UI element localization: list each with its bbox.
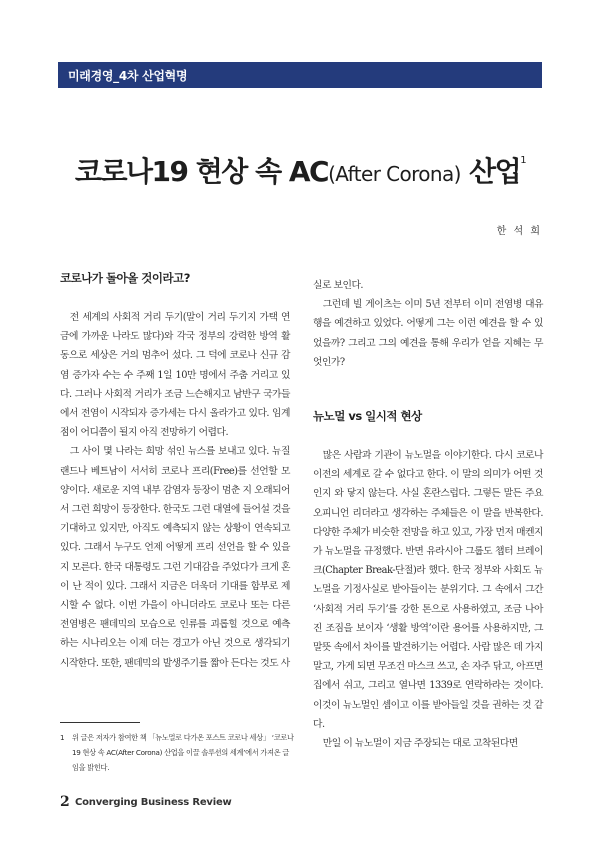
footnote-number: 1 xyxy=(60,733,65,742)
paragraph: 전 세계의 사회적 거리 두기(말이 거리 두기지 가택 연금에 가까운 나라도 많다)와 각국 정부의 강력한 방역 활동으로 세상은 거의 멈추어 섰다. 그 덕에 코로나 신규 감염 증가자 수는 수 주째 1일 10만 명에서 주춤 거리고 있다. 그러나 사회적 거리가 조금 느슨해지고 남반구 국가들에서 전염이 시작되자 증가세는 다시 올라가고 있다. 임계점이 어디쯤이 될지 아직 전망하기 어렵다. xyxy=(60,312,290,439)
section-heading-corona-return: 코로나가 돌아올 것이라고? xyxy=(60,271,190,285)
paragraph: 만일 이 뉴노멀이 지금 주장되는 대로 고착된다면 xyxy=(322,738,518,750)
paragraph: 그 사이 몇 나라는 희망 섞인 뉴스를 보내고 있다. 뉴질랜드나 베트남이 서서히 코로나 프리(Free)를 선언할 모양이다. 새로운 지역 내부 감염자 등장이 멈춘 지 오래되어서 그런 희망이 등장한다. 한국도 그런 대열에 들어설 것을 기대하고 있지만, 아직도 예측되지 않는 상황이 연속되고 있다. 그래서 누구도 언제 어떻게 프리 선언을 할 수 있을지 모른다. 한국 대통령도 그런 기대감을 주었다가 크게 혼이 난 적이 있다. 그래서 지금은 더욱더 기대를 함부로 제시할 수 없다. 이번 가을이 아니더라도 코로나 또는 다른 전염병은 팬데믹의 모습으로 인류를 괴롭힐 것으로 예측하는 시나리오는 이제 더는 경고가 아닌 것으로 생각되기 시작한다. 또한, 팬데믹의 발생주기를 짧아 든다는 것도 사 xyxy=(60,446,290,669)
title-paren: (After Corona) xyxy=(328,162,461,186)
author-name: 한 석 희 xyxy=(496,226,542,237)
right-column xyxy=(313,276,543,753)
footnote xyxy=(60,730,295,775)
footnote-divider xyxy=(60,722,140,723)
paragraph: 그런데 빌 게이츠는 이미 5년 전부터 이미 전염병 대유행을 예견하고 있었다. 어떻게 그는 이런 예견을 할 수 있었을까? 그리고 그의 예견을 통해 우리가 얻을 지혜는 무엇인가? xyxy=(313,299,543,368)
title-footnote-mark: 1 xyxy=(520,155,526,166)
section-label: 미래경영_4차 산업혁명 xyxy=(68,69,188,83)
section-header-bar xyxy=(58,62,542,88)
paragraph-continued: 실로 보인다. xyxy=(313,280,364,291)
title-main-b: 산업 xyxy=(460,155,521,188)
title-main-a: 코로나19 현상 속 AC xyxy=(74,155,329,188)
section-heading-new-normal: 뉴노멀 vs 일시적 현상 xyxy=(313,409,422,424)
footnote-text: 위 글은 저자가 참여한 책 「뉴노멀로 다가온 포스트 코로나 세상」 ‘코로나19 현상 속 AC(After Corona) 산업을 이끌 솔루션의 세계’에서 가져온 글임을 밝힌다. xyxy=(72,733,294,772)
page-number: 2 xyxy=(60,794,70,810)
left-column xyxy=(60,270,290,673)
journal-name: Converging Business Review xyxy=(75,797,232,808)
article-title xyxy=(0,150,600,190)
paragraph: 많은 사람과 기관이 뉴노멀을 이야기한다. 다시 코로나 이전의 세계로 갈 수 없다고 한다. 이 말의 의미가 어떤 것인지 와 닿지 않는다. 사실 혼란스럽다. 그렇든 말든 주요 오피니언 리더라고 생각하는 주체들은 이 말을 반복한다. 다양한 주체가 비슷한 전망을 하고 있고, 가장 먼저 매켄지가 뉴노멀을 규정했다. 반면 유라시아 그룹도 챕터 브레이크(Chapter Break-단절)라 했다. 한국 정부와 사회도 뉴노멀을 기정사실로 받아들이는 분위기다. 그 속에서 그간 ‘사회적 거리 두기’를 강한 톤으로 사용하였고, 조금 나아진 조짐을 보이자 ‘생활 방역’이란 용어를 사용하지만, 그 말뜻 속에서 차이를 발견하기는 어렵다. 사람 많은 데 가지 말고, 가게 되면 무조건 마스크 쓰고, 손 자주 닦고, 아프면 집에서 쉬고, 그리고 열나면 1339로 연락하라는 것이다. 이것이 뉴노멀인 셈이고 이를 받아들일 것을 권하는 것 같다. xyxy=(313,450,543,730)
